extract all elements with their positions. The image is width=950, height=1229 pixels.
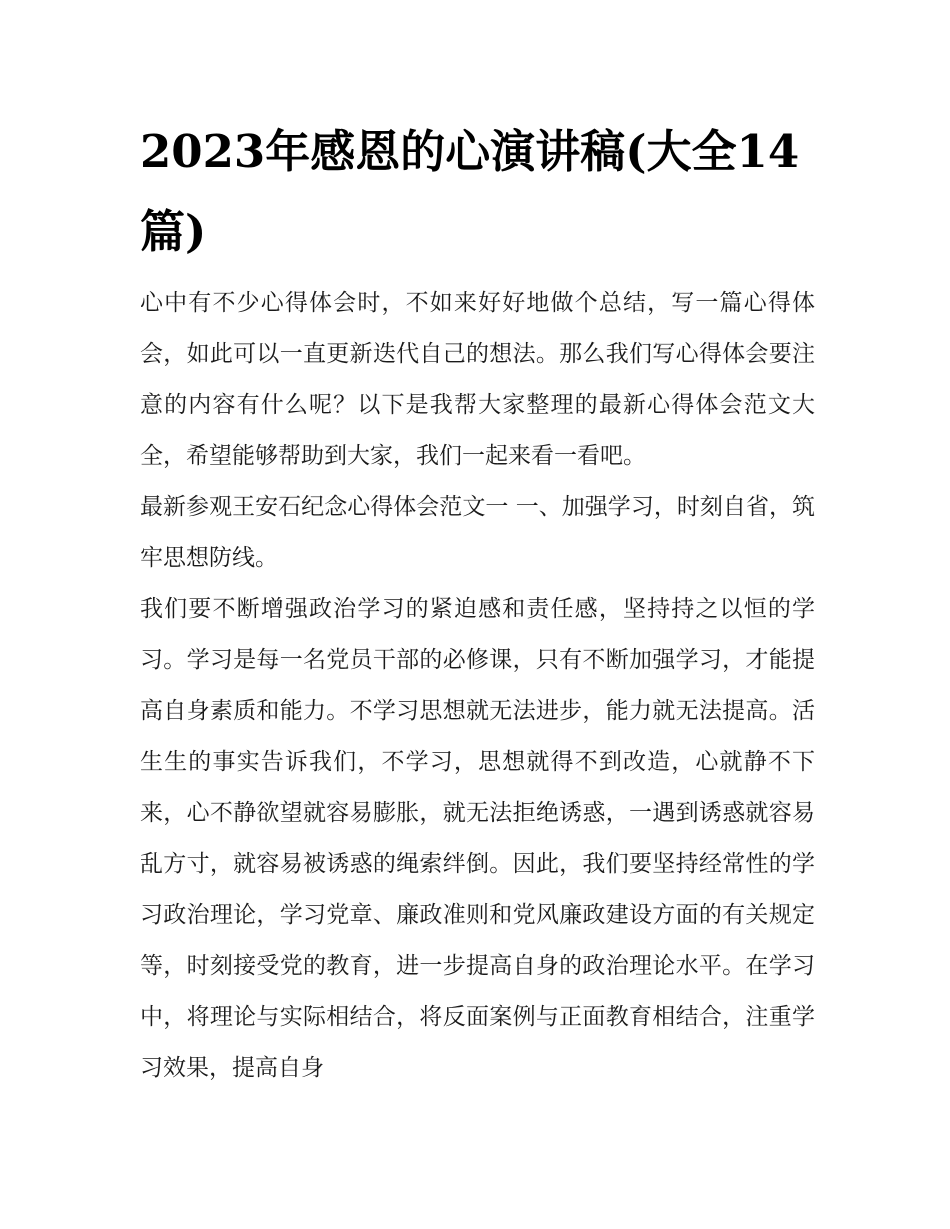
document-body — [140, 278, 815, 1094]
section-heading-paragraph: 最新参观王安石纪念心得体会范文一 一、加强学习，时刻自省，筑牢思想防线。 — [140, 494, 815, 571]
body-paragraph: 我们要不断增强政治学习的紧迫感和责任感，坚持持之以恒的学习。学习是每一名党员干部的必修课，只有不断加强学习，才能提高自身素质和能力。不学习思想就无法进步，能力就无法提高。活生生的事实告诉我们，不学习，思想就得不到改造，心就静不下来，心不静欲望就容易膨胀，就无法拒绝诱惑，一遇到诱惑就容易乱方寸，就容易被诱惑的绳索绊倒。因此，我们要坚持经常性的学习政治理论，学习党章、廉政准则和党风廉政建设方面的有关规定等，时刻接受党的教育，进一步提高自身的政治理论水平。在学习中，将理论与实际相结合，将反面案例与正面教育相结合，注重学习效果，提高自身 — [140, 596, 815, 1081]
intro-paragraph: 心中有不少心得体会时，不如来好好地做个总结，写一篇心得体会，如此可以一直更新迭代自己的想法。那么我们写心得体会要注意的内容有什么呢？以下是我帮大家整理的最新心得体会范文大全，希望能够帮助到大家，我们一起来看一看吧。 — [140, 290, 815, 469]
page-title: 2023年感恩的心演讲稿(大全14篇) — [140, 125, 800, 258]
